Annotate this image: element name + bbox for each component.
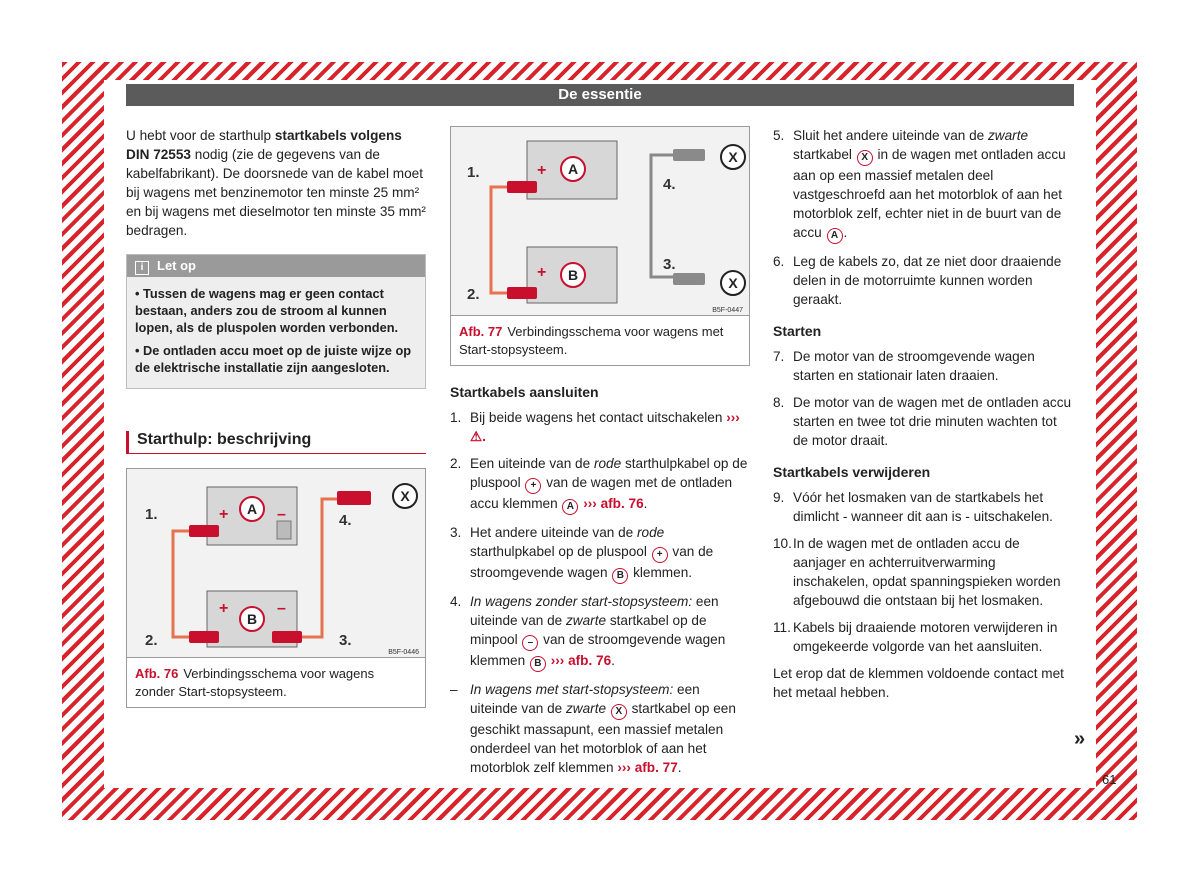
section-heading: Starthulp: beschrijving xyxy=(126,431,426,454)
figure-77-label: Afb. 77 xyxy=(459,324,503,339)
svg-text:4.: 4. xyxy=(663,176,676,193)
svg-text:4.: 4. xyxy=(339,512,352,529)
battery-b-icon: B xyxy=(530,656,546,672)
text-run: van de stroomgevende wagen xyxy=(470,544,714,580)
text-run: starthulpkabel op de pluspool xyxy=(470,544,651,559)
link-arrow: ››› xyxy=(617,760,631,775)
svg-text:A: A xyxy=(567,161,579,177)
step-number: 3. xyxy=(450,525,462,540)
text-run: startkabel op de minpool xyxy=(470,613,707,647)
diagram-77-svg xyxy=(451,127,749,315)
text-run: . xyxy=(677,760,682,775)
step-number: – xyxy=(450,682,458,697)
intro-text-a: U hebt voor de starthulp xyxy=(126,128,275,143)
warning-header xyxy=(127,255,425,277)
list-item xyxy=(450,454,750,515)
plus-icon: + xyxy=(525,478,541,494)
figure-77 xyxy=(450,126,750,366)
step-text xyxy=(470,680,750,777)
step-number: 6. xyxy=(773,254,785,269)
step-text xyxy=(470,592,750,672)
list-item xyxy=(773,534,1073,610)
step-text xyxy=(470,454,750,515)
list-item xyxy=(450,523,750,584)
figure-76-caption xyxy=(127,658,425,707)
step-text xyxy=(470,523,750,584)
list-item xyxy=(450,680,750,777)
text-run: zwarte xyxy=(988,128,1029,143)
link-arrow: ››› xyxy=(579,496,601,511)
page-title: De essentie xyxy=(558,86,642,103)
step-number: 5. xyxy=(773,128,785,143)
text-run: klemmen. xyxy=(629,565,693,580)
diagram-76-svg xyxy=(127,469,425,657)
text-run: van de stroomgevende wagen klemmen xyxy=(470,632,726,668)
battery-a-icon: A xyxy=(562,499,578,515)
svg-text:B: B xyxy=(246,611,258,627)
step-text: De motor van de wagen met de ontladen accu starten en twee tot drie minuten wachten tot de motor draait. xyxy=(793,395,1072,448)
connect-steps xyxy=(450,408,750,777)
text-run: startkabel xyxy=(793,147,856,162)
step-number: 11. xyxy=(773,620,791,635)
black-cable xyxy=(297,499,342,637)
step-number: 2. xyxy=(450,456,462,471)
step-number: 9. xyxy=(773,490,785,505)
list-item xyxy=(773,126,1073,244)
svg-text:+: + xyxy=(219,506,229,523)
text-run: . xyxy=(611,653,615,668)
list-item xyxy=(773,618,1073,656)
text-run: Sluit het andere uiteinde van de xyxy=(793,128,988,143)
svg-text:B5F-0446: B5F-0446 xyxy=(388,649,419,656)
step-text xyxy=(470,408,750,446)
svg-text:2.: 2. xyxy=(145,632,158,649)
clamp-3 xyxy=(272,631,302,643)
text-run: starthulpkabel op de pluspool xyxy=(470,456,748,490)
text-run: zwarte xyxy=(566,701,607,716)
text-run: Bij beide wagens het contact uitschakelen xyxy=(470,410,727,425)
x-icon: X xyxy=(611,704,627,720)
plus-icon: + xyxy=(652,547,668,563)
warning-icon[interactable]: ⚠. xyxy=(470,429,486,444)
svg-text:–: – xyxy=(277,600,286,617)
text-run: een uiteinde van de xyxy=(470,682,700,716)
warning-item: • De ontladen accu moet op de juiste wijze op de elektrische installatie zijn aangesloten. xyxy=(135,343,412,375)
svg-text:B5F-0447: B5F-0447 xyxy=(712,307,743,314)
step-number: 8. xyxy=(773,395,785,410)
heading-remove: Startkabels verwijderen xyxy=(773,464,931,480)
figure-link[interactable]: afb. 76 xyxy=(568,653,612,668)
jumpstart-diagram-76 xyxy=(127,469,425,658)
clamp-2 xyxy=(189,631,219,643)
text-run: rode xyxy=(593,456,622,471)
text-run: Het andere uiteinde van de xyxy=(470,525,638,540)
svg-text:+: + xyxy=(219,600,229,617)
figure-link[interactable]: afb. 76 xyxy=(600,496,644,511)
text-run: In wagens met start-stopsysteem: xyxy=(470,682,674,697)
red-cable xyxy=(173,531,207,637)
list-item xyxy=(773,252,1073,309)
text-run: startkabel op een geschikt massapunt, een massief metalen onderdeel van het motorblok of aan het motorblok zelf klemmen xyxy=(470,701,736,775)
figure-76-label: Afb. 76 xyxy=(135,666,179,681)
step-text: In de wagen met de ontladen accu de aanjager en achterruitverwarming inschakelen, opdat spanningspieken worden afgebouwd die ontstaan bij het losmaken. xyxy=(793,536,1061,608)
intro-text-b: startkabels volgens DIN 72553 xyxy=(126,128,402,162)
text-run: een uiteinde van de xyxy=(470,594,719,628)
list-item xyxy=(773,347,1073,385)
list-item xyxy=(773,488,1073,526)
step-number: 10. xyxy=(773,536,792,551)
warning-title: Let op xyxy=(157,258,196,273)
figure-77-caption-text: Verbindingsschema voor wagens met Start-stopsysteem. xyxy=(459,324,724,357)
svg-text:X: X xyxy=(400,488,410,504)
intro-paragraph xyxy=(126,126,426,240)
text-run: rode xyxy=(637,525,665,540)
intro-text-c: nodig (zie de gegevens van de kabelfabrikant). De doorsnede van de kabel moet bij wagens met benzinemotor ten minste 25 mm² en bij wagens met dieselmotor ten minste 35 mm² bedragen. xyxy=(126,147,426,238)
battery-b-icon: B xyxy=(612,568,628,584)
x-icon: X xyxy=(857,150,873,166)
text-run: in de wagen met ontladen accu aan op een massief metalen deel vastgeschroefd aan het motorblok of aan het motorblok zelf, echter niet in de buurt van de accu xyxy=(793,147,1066,240)
text-run: In wagens zonder start-stopsysteem: xyxy=(470,594,693,609)
svg-text:–: – xyxy=(277,506,286,523)
warning-item: • Tussen de wagens mag er geen contact bestaan, anders zou de stroom al kunnen lopen, als de pluspolen worden verbonden. xyxy=(135,286,399,335)
svg-text:2.: 2. xyxy=(467,286,480,303)
svg-text:1.: 1. xyxy=(467,164,480,181)
text-run: Een uiteinde van de xyxy=(470,456,594,471)
heading-connect: Startkabels aansluiten xyxy=(450,384,599,400)
svg-text:+: + xyxy=(537,162,547,179)
step-text: Kabels bij draaiende motoren verwijderen in omgekeerde volgorde van het aansluiten. xyxy=(793,620,1058,654)
svg-text:1.: 1. xyxy=(145,506,158,523)
text-run: zwarte xyxy=(566,613,607,628)
figure-76-caption-text: Verbindingsschema voor wagens zonder Start-stopsysteem. xyxy=(135,666,375,699)
figure-link[interactable]: afb. 77 xyxy=(634,760,678,775)
text-run xyxy=(606,701,610,716)
warning-body xyxy=(127,277,425,388)
text-run: van de wagen met de ontladen accu klemmen xyxy=(470,475,733,511)
remove-steps xyxy=(773,488,1073,656)
list-item xyxy=(450,408,750,446)
step-number: 4. xyxy=(450,594,462,609)
clamp-4 xyxy=(337,491,371,505)
jumpstart-diagram-77 xyxy=(451,127,749,316)
figure-76 xyxy=(126,468,426,708)
link-arrow: ››› xyxy=(546,653,569,668)
step-text: Vóór het losmaken van de startkabels het dimlicht - wanneer dit aan is - uitschakelen. xyxy=(793,490,1053,524)
text-run: . xyxy=(843,225,848,240)
link-arrow[interactable]: ››› xyxy=(726,410,740,425)
svg-text:A: A xyxy=(246,501,258,517)
step-text: De motor van de stroomgevende wagen starten en stationair laten draaien. xyxy=(793,349,1035,383)
column-left xyxy=(126,126,426,708)
step-number: 7. xyxy=(773,349,785,364)
svg-text:3.: 3. xyxy=(663,256,676,273)
column-right xyxy=(773,126,1073,702)
svg-text:X: X xyxy=(728,275,738,291)
figure-77-caption xyxy=(451,316,749,365)
connect-steps-continued xyxy=(773,126,1073,309)
page-header-bar xyxy=(126,84,1074,106)
info-icon: i xyxy=(135,261,149,275)
list-item xyxy=(773,393,1073,450)
start-steps xyxy=(773,347,1073,450)
column-middle xyxy=(450,126,750,785)
list-item xyxy=(450,592,750,672)
step-text: Leg de kabels zo, dat ze niet door draaiende delen in de motorruimte kunnen worden geraakt. xyxy=(793,254,1062,307)
text-run: . xyxy=(643,496,648,511)
continue-arrow-icon: » xyxy=(1074,728,1086,750)
svg-text:3.: 3. xyxy=(339,632,352,649)
page-number: 61 xyxy=(1102,772,1117,787)
warning-box xyxy=(126,254,426,389)
svg-text:B: B xyxy=(567,267,579,283)
minus-icon: – xyxy=(522,635,538,651)
svg-text:X: X xyxy=(728,149,738,165)
heading-start: Starten xyxy=(773,323,822,339)
closing-note: Let erop dat de klemmen voldoende contact met het metaal hebben. xyxy=(773,666,1064,700)
svg-text:+: + xyxy=(537,264,547,281)
clamp-1 xyxy=(189,525,219,537)
step-number: 1. xyxy=(450,410,462,425)
battery-a-icon: A xyxy=(827,228,843,244)
step-text xyxy=(793,126,1073,244)
